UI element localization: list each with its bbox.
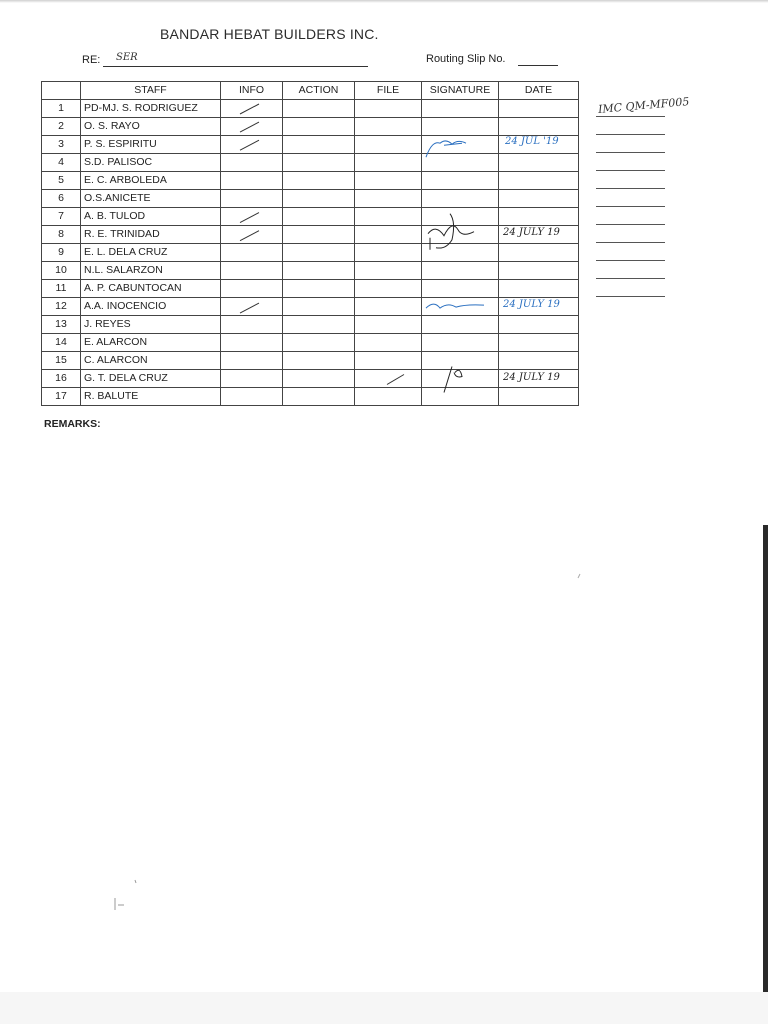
row-number: 16	[42, 370, 81, 388]
side-line	[596, 170, 665, 171]
signature-cell	[422, 154, 499, 172]
row-number: 15	[42, 352, 81, 370]
info-cell	[221, 388, 283, 406]
scan-edge-right	[763, 525, 768, 1024]
action-cell	[283, 208, 355, 226]
date-cell	[499, 100, 579, 118]
file-cell	[355, 334, 422, 352]
scan-speck	[578, 574, 580, 578]
signature-cell	[422, 208, 499, 226]
side-line	[596, 188, 665, 189]
routing-slip-label: Routing Slip No.	[426, 53, 506, 65]
action-cell	[283, 154, 355, 172]
signature-cell	[422, 298, 499, 316]
staff-name: PD-MJ. S. RODRIGUEZ	[81, 100, 221, 118]
file-cell	[355, 244, 422, 262]
table-row	[42, 298, 579, 316]
company-title: BANDAR HEBAT BUILDERS INC.	[160, 26, 379, 42]
action-cell	[283, 388, 355, 406]
date-cell	[499, 334, 579, 352]
info-cell	[221, 334, 283, 352]
table-row	[42, 244, 579, 262]
col-header-staff: STAFF	[81, 82, 221, 100]
row-number: 2	[42, 118, 81, 136]
date-cell	[499, 388, 579, 406]
col-header-number	[42, 82, 81, 100]
table-row	[42, 316, 579, 334]
date-cell	[499, 190, 579, 208]
signature-cell	[422, 280, 499, 298]
file-cell	[355, 208, 422, 226]
file-cell	[355, 226, 422, 244]
col-header-signature: SIGNATURE	[422, 82, 499, 100]
info-cell	[221, 208, 283, 226]
row-number: 13	[42, 316, 81, 334]
action-cell	[283, 280, 355, 298]
side-line	[596, 296, 665, 297]
action-cell	[283, 352, 355, 370]
file-cell	[355, 190, 422, 208]
side-line	[596, 278, 665, 279]
routing-slip-number-line	[518, 65, 558, 66]
signature-cell	[422, 172, 499, 190]
handwritten-date: 24 JUL '19	[505, 136, 559, 148]
signature-cell	[422, 190, 499, 208]
file-cell	[355, 370, 422, 388]
handwritten-date: 24 JULY 19	[503, 371, 560, 383]
handwritten-side-note: IMC QM-MF005	[597, 95, 690, 116]
signature-cell	[422, 100, 499, 118]
scan-edge-bottom	[0, 992, 768, 1024]
signature-cell	[422, 388, 499, 406]
file-cell	[355, 100, 422, 118]
handwritten-date: 24 JULY 19	[503, 226, 560, 238]
table-row	[42, 172, 579, 190]
side-line	[596, 134, 665, 135]
date-cell	[499, 280, 579, 298]
re-underline	[103, 66, 368, 67]
row-number: 3	[42, 136, 81, 154]
col-header-file: FILE	[355, 82, 422, 100]
date-cell	[499, 352, 579, 370]
file-cell	[355, 388, 422, 406]
info-cell	[221, 370, 283, 388]
table-row	[42, 280, 579, 298]
re-label: RE:	[82, 54, 101, 66]
staff-name: A. P. CABUNTOCAN	[81, 280, 221, 298]
staff-name: S.D. PALISOC	[81, 154, 221, 172]
date-cell	[499, 172, 579, 190]
staff-name: O.S.ANICETE	[81, 190, 221, 208]
info-cell	[221, 316, 283, 334]
row-number: 17	[42, 388, 81, 406]
staff-name: N.L. SALARZON	[81, 262, 221, 280]
signature-cell	[422, 136, 499, 154]
routing-table	[41, 81, 579, 406]
info-cell	[221, 352, 283, 370]
row-number: 14	[42, 334, 81, 352]
table-row	[42, 388, 579, 406]
action-cell	[283, 316, 355, 334]
side-line	[596, 224, 665, 225]
date-cell	[499, 208, 579, 226]
side-line	[596, 116, 665, 117]
remarks-label: REMARKS:	[44, 418, 101, 430]
col-header-action: ACTION	[283, 82, 355, 100]
staff-name: P. S. ESPIRITU	[81, 136, 221, 154]
staff-name: G. T. DELA CRUZ	[81, 370, 221, 388]
table-row	[42, 118, 579, 136]
info-cell	[221, 226, 283, 244]
signature-cell	[422, 226, 499, 244]
row-number: 12	[42, 298, 81, 316]
action-cell	[283, 370, 355, 388]
action-cell	[283, 298, 355, 316]
scan-edge-top	[0, 0, 768, 3]
table-row	[42, 226, 579, 244]
staff-name: E. C. ARBOLEDA	[81, 172, 221, 190]
staff-name: O. S. RAYO	[81, 118, 221, 136]
file-cell	[355, 118, 422, 136]
action-cell	[283, 334, 355, 352]
action-cell	[283, 244, 355, 262]
signature-cell	[422, 352, 499, 370]
row-number: 8	[42, 226, 81, 244]
signature-cell	[422, 262, 499, 280]
staff-name: R. BALUTE	[81, 388, 221, 406]
row-number: 7	[42, 208, 81, 226]
signature-cell	[422, 316, 499, 334]
table-row	[42, 208, 579, 226]
side-line	[596, 152, 665, 153]
info-cell	[221, 280, 283, 298]
staff-name: E. L. DELA CRUZ	[81, 244, 221, 262]
action-cell	[283, 118, 355, 136]
file-cell	[355, 154, 422, 172]
action-cell	[283, 172, 355, 190]
info-cell	[221, 100, 283, 118]
staff-name: A.A. INOCENCIO	[81, 298, 221, 316]
col-header-info: INFO	[221, 82, 283, 100]
info-cell	[221, 136, 283, 154]
handwritten-date: 24 JULY 19	[503, 299, 560, 311]
info-cell	[221, 262, 283, 280]
date-cell	[499, 154, 579, 172]
re-value: SER	[116, 52, 138, 63]
col-header-date: DATE	[499, 82, 579, 100]
table-row	[42, 370, 579, 388]
staff-name: R. E. TRINIDAD	[81, 226, 221, 244]
file-cell	[355, 316, 422, 334]
file-cell	[355, 280, 422, 298]
action-cell	[283, 100, 355, 118]
row-number: 11	[42, 280, 81, 298]
staff-name: A. B. TULOD	[81, 208, 221, 226]
file-cell	[355, 298, 422, 316]
file-cell	[355, 172, 422, 190]
info-cell	[221, 172, 283, 190]
table-row	[42, 136, 579, 154]
staff-name: E. ALARCON	[81, 334, 221, 352]
file-cell	[355, 352, 422, 370]
row-number: 5	[42, 172, 81, 190]
signature-cell	[422, 244, 499, 262]
table-row	[42, 154, 579, 172]
scan-speck	[115, 880, 136, 910]
action-cell	[283, 262, 355, 280]
table-row	[42, 100, 579, 118]
action-cell	[283, 226, 355, 244]
row-number: 1	[42, 100, 81, 118]
info-cell	[221, 118, 283, 136]
staff-name: C. ALARCON	[81, 352, 221, 370]
info-cell	[221, 190, 283, 208]
date-cell	[499, 118, 579, 136]
signature-cell	[422, 334, 499, 352]
date-cell	[499, 244, 579, 262]
row-number: 10	[42, 262, 81, 280]
side-line	[596, 242, 665, 243]
signature-cell	[422, 118, 499, 136]
info-cell	[221, 244, 283, 262]
action-cell	[283, 190, 355, 208]
staff-name: J. REYES	[81, 316, 221, 334]
date-cell	[499, 262, 579, 280]
row-number: 9	[42, 244, 81, 262]
action-cell	[283, 136, 355, 154]
table-row	[42, 190, 579, 208]
signature-cell	[422, 370, 499, 388]
table-header-row	[42, 82, 579, 100]
row-number: 6	[42, 190, 81, 208]
table-row	[42, 262, 579, 280]
date-cell	[499, 316, 579, 334]
file-cell	[355, 262, 422, 280]
file-cell	[355, 136, 422, 154]
row-number: 4	[42, 154, 81, 172]
table-row	[42, 352, 579, 370]
side-line	[596, 206, 665, 207]
info-cell	[221, 154, 283, 172]
side-line	[596, 260, 665, 261]
table-row	[42, 334, 579, 352]
info-cell	[221, 298, 283, 316]
